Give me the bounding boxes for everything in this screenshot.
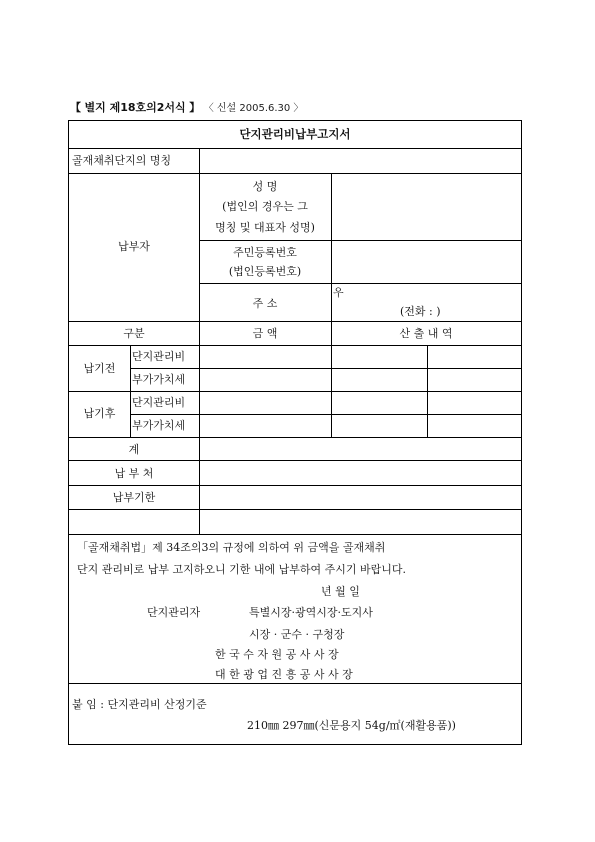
rule [69,173,521,174]
rule [199,283,521,284]
rule [427,345,428,437]
payer-label: 납부자 [118,240,150,253]
notice-line1: 「골재채취법」제 34조의3의 규정에 의하여 위 금액을 골재채취 [77,541,386,554]
form-id: 별지 제18호의2서식 [84,101,186,114]
rule [199,148,200,173]
issuer-line3: 한 국 수 자 원 공 사 사 장 [215,648,339,661]
category-header: 구분 [123,327,145,340]
issuer-line1: 특별시장·광역시장·도지사 [249,606,373,619]
before-due-item1: 단지관리비 [132,350,186,363]
pay-to-label: 납 부 처 [114,467,154,480]
after-due-item2: 부가가치세 [132,419,186,432]
phone-field[interactable]: (전화 : ) [400,305,441,318]
calc-detail-header: 산 출 내 역 [399,327,453,340]
issuer-line2: 시장 · 군수 · 구청장 [249,628,345,641]
before-due-label: 납기전 [83,362,116,375]
rule [69,534,521,535]
rule [69,683,521,684]
name-field[interactable] [334,179,518,237]
attachment-note: 붙 임 : 단지관리비 산정기준 [72,698,207,711]
name-label-line1: 성 명 [252,180,278,193]
id-label-line1: 주민등록번호 [233,246,297,259]
rule [69,437,521,438]
rule [130,368,521,369]
name-label-line3: 명칭 및 대표자 성명) [215,221,315,234]
before-due-item2: 부가가치세 [132,373,186,386]
total-label: 계 [128,443,140,456]
header-bracket-right: 】 [189,101,201,114]
rule [331,345,332,437]
complex-name-field[interactable] [202,154,517,169]
rule [199,345,200,534]
rule [130,414,521,415]
notice-date: 년 월 일 [321,585,360,598]
name-label-line2: (법인의 경우는 그 [222,200,308,213]
id-label-line2: (법인등록번호) [228,265,302,278]
notice-line2: 단지 관리비로 납부 고지하오니 기한 내에 납부하여 주시기 바랍니다. [77,563,406,576]
form-title: 단지관리비납부고지서 [239,127,351,141]
address-label: 주 소 [252,297,278,310]
issuer-line4: 대 한 광 업 진 흥 공 사 사 장 [215,668,353,681]
rule [130,345,131,437]
postal-mark: 우 [333,286,344,299]
header-bracket-left: 【 [70,101,81,114]
form-header [70,99,303,115]
after-due-item1: 단지관리비 [132,396,186,409]
rule [69,148,521,149]
payment-notice-form [68,120,522,745]
issuer-label: 단지관리자 [147,606,201,619]
rule [331,173,332,321]
rule [69,391,521,392]
rule [69,345,521,346]
id-number-field[interactable] [334,245,518,279]
rule [199,240,521,241]
complex-name-label: 골재채취단지의 명칭 [72,154,172,167]
rule [69,460,521,461]
rule [69,321,521,322]
pay-to-field[interactable] [202,466,517,481]
revision-note: 〈 신설 2005.6.30 〉 [203,103,304,114]
rule [69,485,521,486]
amount-header: 금 액 [252,327,278,340]
after-due-label: 납기후 [83,407,116,420]
deadline-field[interactable] [202,490,517,505]
deadline-label: 납부기한 [112,491,156,504]
rule [69,509,521,510]
paper-spec: 210㎜ 297㎜(신문용지 54g/㎡(재활용품)) [247,719,456,732]
